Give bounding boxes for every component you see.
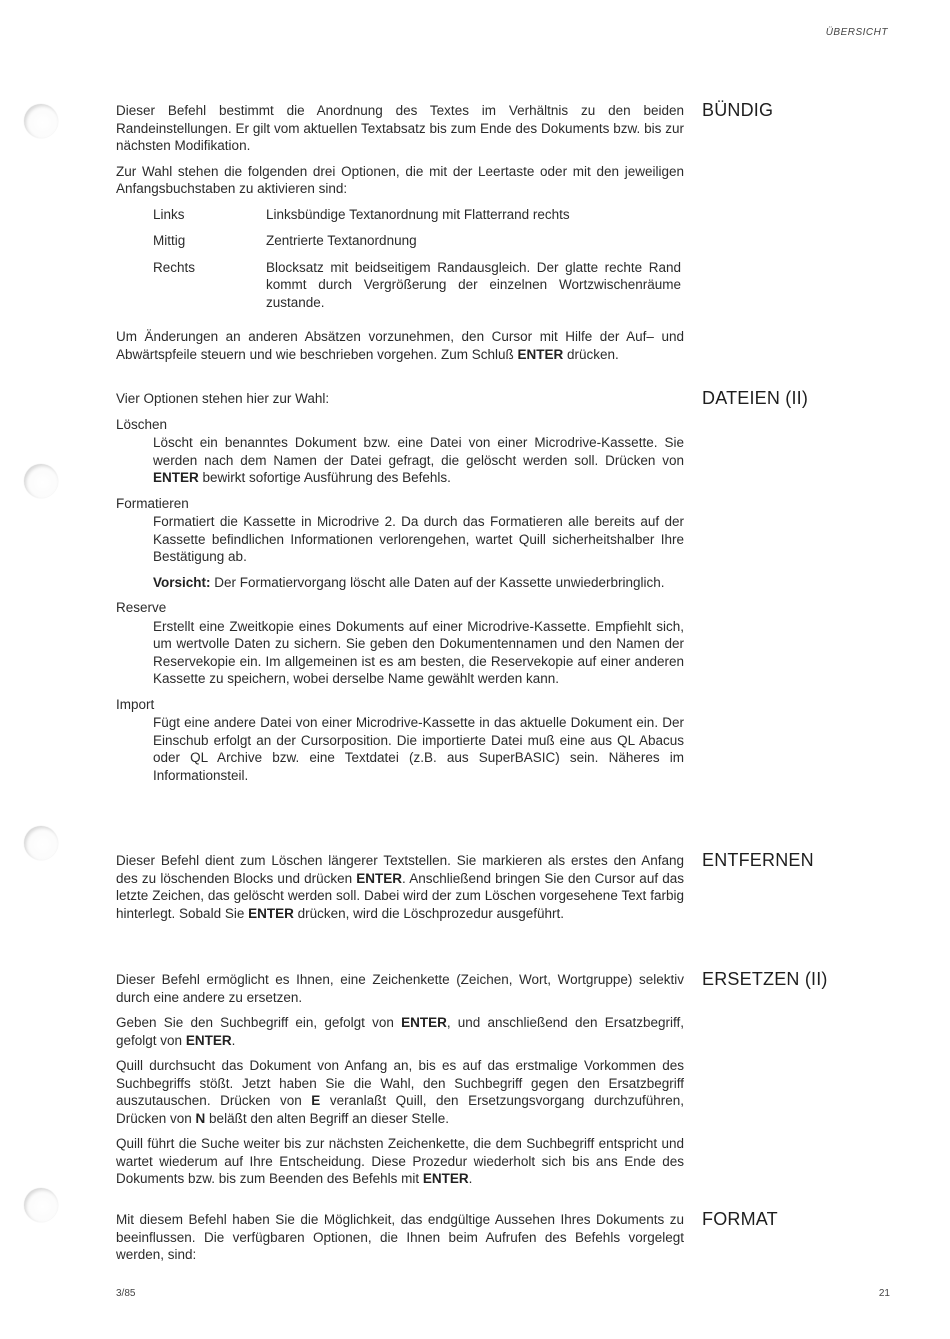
punch-hole (24, 1188, 58, 1222)
text: Geben Sie den Suchbegriff ein, gefolgt von (116, 1015, 402, 1030)
punch-hole (24, 826, 58, 860)
text: Löscht ein benanntes Dokument bzw. eine Datei von einer Microdrive-Kassette. Sie werden nach dem Namen der Datei gefragt, die gelöscht werden soll. Drücken von (153, 435, 684, 468)
key-enter: ENTER (422, 1171, 469, 1186)
term-import: Import (116, 696, 155, 712)
section-entfernen (116, 852, 684, 930)
paragraph (116, 1135, 684, 1188)
definition (153, 434, 684, 487)
text: bewirkt sofortige Ausführung des Befehls. (198, 470, 451, 485)
paragraph (116, 1014, 684, 1049)
text: , und anschließend den Ersatzbegriff, gefolgt von (116, 1015, 685, 1048)
punch-hole (24, 464, 58, 498)
text: Der Formatiervorgang löscht alle Daten auf der Kassette unwiederbringlich. (210, 574, 665, 590)
key-e: E (311, 1093, 321, 1108)
punch-hole (24, 104, 58, 138)
page-number: 21 (878, 1288, 890, 1299)
paragraph: Dieser Befehl ermöglicht es Ihnen, eine Zeichenkette (Zeichen, Wort, Wortgruppe) selektiv durch eine andere zu ersetzen. (116, 972, 684, 1005)
paragraph: Erstellt eine Zweitkopie eines Dokuments auf einer Microdrive-Kassette. Empfiehlt sich, um wertvolle Daten zu sichern. Sie geben den Dokumentennamen und den Namen der Reservekopie ein. Im allgemeinen ist es am besten, die Reservekopie auf einer anderen Kassette zu speichern, wobei derselbe Name gewählt werden kann. (153, 618, 684, 686)
options-table (153, 206, 681, 321)
option-row (153, 206, 681, 233)
heading-format: FORMAT (702, 1209, 778, 1229)
key-enter: ENTER (401, 1015, 447, 1030)
option-term: Mittig (153, 233, 186, 248)
text: . Anschließend bringen Sie den Cursor auf das letzte Zeichen, das gelöscht werden soll. Dabei wird der zum Löschen vorgesehene Text farbig hinterlegt. Sobald Sie (116, 870, 684, 921)
paragraph (116, 852, 684, 922)
option-desc: Zentrierte Textanordnung (266, 233, 417, 248)
term-formatieren: Formatieren (116, 495, 189, 511)
option-desc: Linksbündige Textanordnung mit Flatterrand rechts (266, 206, 570, 222)
paragraph: Mit diesem Befehl haben Sie die Möglichkeit, das endgültige Aussehen Ihres Dokuments zu beeinflussen. Die verfügbaren Optionen, die Ihnen beim Aufrufen des Befehls vorgelegt werden, sind: (116, 1212, 684, 1262)
option-term: Rechts (153, 259, 196, 275)
text: veranlaßt Quill, den Ersetzungsvorgang durchzuführen, Drücken von (116, 1093, 685, 1126)
key-enter: ENTER (153, 470, 199, 485)
text: Um Änderungen an anderen Absätzen vorzunehmen, den Cursor mit Hilfe der Auf– und Abwärtspfeile steuern und wie beschrieben vorgehen. Zum Schluß (116, 329, 684, 362)
option-term: Links (153, 206, 185, 222)
definition (153, 714, 684, 784)
section-dateien (116, 390, 684, 792)
paragraph: Dieser Befehl bestimmt die Anordnung des Textes im Verhältnis zu den beiden Randeinstellungen. Er gilt vom aktuellen Textabsatz bis zum Ende des Dokuments bzw. bis zur nächsten Modifikation. (116, 103, 684, 153)
heading-entfernen: ENTFERNEN (702, 850, 814, 870)
key-enter: ENTER (185, 1032, 232, 1048)
footer-date: 3/85 (116, 1288, 136, 1299)
key-n: N (195, 1110, 206, 1126)
paragraph (153, 434, 684, 487)
paragraph (116, 328, 684, 363)
term-loeschen: Löschen (116, 416, 168, 432)
option-desc: Blocksatz mit beidseitigem Randausgleich. Der glatte rechte Rand kommt durch Vergrößerung der einzelnen Wortzwischenräume zustande. (266, 259, 681, 310)
definition (153, 513, 684, 591)
section-buendig (116, 102, 684, 371)
text: drücken, wird die Löschprozedur ausgeführt. (293, 905, 565, 921)
paragraph: Formatiert die Kassette in Microdrive 2. Da durch das Formatieren alle bereits auf der Kassette befindlichen Informationen verlorengehen, wartet Quill sicherheitshalber Ihre Bestätigung ab. (153, 514, 684, 564)
key-enter: ENTER (248, 905, 294, 921)
key-enter: ENTER (356, 870, 403, 886)
warning-label: Vorsicht: (153, 574, 211, 590)
paragraph: Fügt eine andere Datei von einer Microdrive-Kassette in das aktuelle Dokument ein. Der Einschub erfolgt an der Cursorposition. Die importierte Datei muß eine aus QL Abacus oder QL Archive bzw. eine Textdatei (z.B. aus SuperBASIC) sein. Näheres im Informationsteil. (153, 715, 684, 783)
heading-buendig: BÜNDIG (702, 100, 774, 120)
text: beläßt den alten Begriff an dieser Stelle. (205, 1110, 449, 1126)
text: drücken. (563, 346, 619, 362)
warning (153, 574, 684, 592)
text: . (468, 1171, 473, 1186)
section-ersetzen (116, 971, 684, 1196)
key-enter: ENTER (517, 346, 564, 362)
paragraph (116, 1057, 684, 1127)
text: . (231, 1032, 236, 1048)
option-row (153, 259, 681, 321)
text: Quill führt die Suche weiter bis zur nächsten Zeichenkette, die dem Suchbegriff entspricht und wartet wiederum auf Ihre Entscheidung. Diese Prozedur wiederholt sich bis ans Ende des Dokuments bzw. bis zum Beenden des Befehls mit (116, 1136, 684, 1186)
heading-dateien: DATEIEN (II) (702, 388, 809, 408)
section-format (116, 1211, 684, 1272)
paragraph: Vier Optionen stehen hier zur Wahl: (116, 391, 330, 406)
term-reserve: Reserve (116, 600, 167, 615)
option-row (153, 232, 681, 259)
paragraph: Zur Wahl stehen die folgenden drei Optionen, die mit der Leertaste oder mit den jeweiligen Anfangsbuchstaben zu aktivieren sind: (116, 163, 684, 196)
text: Quill durchsucht das Dokument von Anfang an, bis es auf das erstmalige Vorkommen des Suchbegriffs stößt. Jetzt haben Sie die Wahl, den Suchbegriff gegen den Ersatzbegriff auszutauschen. Drücken von (116, 1058, 684, 1108)
heading-ersetzen: ERSETZEN (II) (702, 969, 828, 989)
text: Dieser Befehl dient zum Löschen längerer Textstellen. Sie markieren als erstes den Anfang des zu löschenden Blocks und drücken (116, 853, 684, 886)
definition (153, 618, 684, 688)
running-head: ÜBERSICHT (825, 27, 888, 38)
